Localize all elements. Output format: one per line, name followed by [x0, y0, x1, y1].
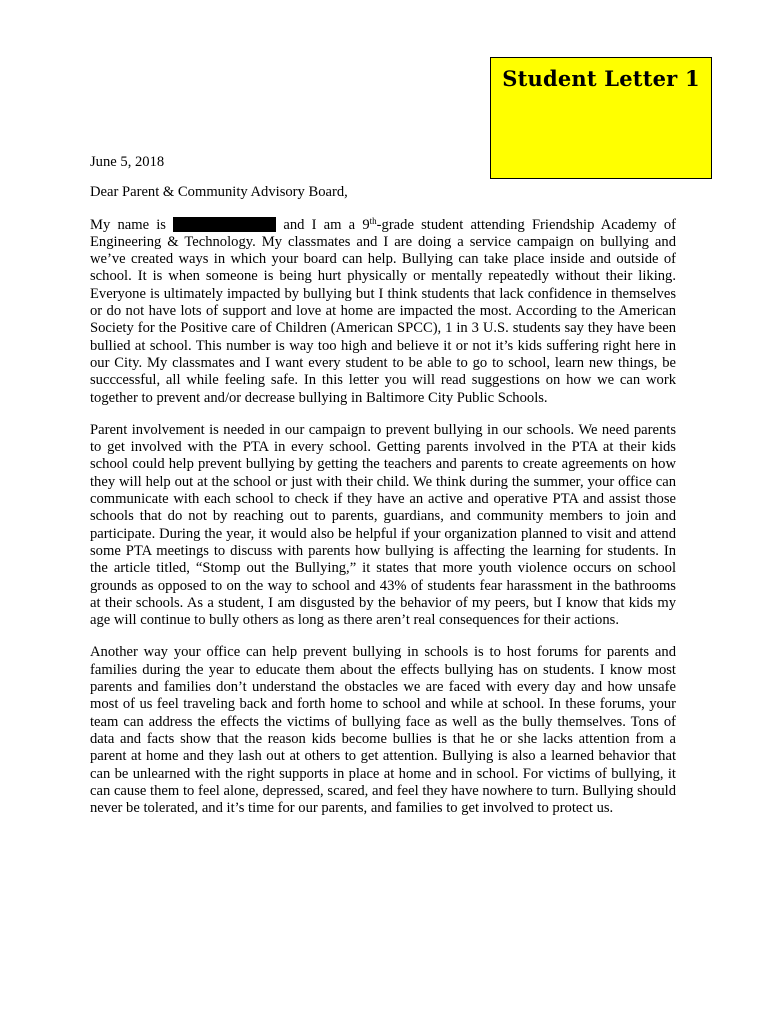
redacted-name	[173, 217, 276, 232]
letter-date: June 5, 2018	[90, 154, 165, 170]
student-letter-title: Student Letter 1	[502, 66, 700, 91]
letter-salutation: Dear Parent & Community Advisory Board,	[90, 184, 348, 201]
grade-superscript: th	[369, 215, 377, 226]
intro-rest: -grade student attending Friendship Academy of Engineering & Technology. My classmates and I are doing a service campaign on bullying and we’ve created ways in which your board can help. Bullying can take place inside and outside of school. It is when someone is being hurt physically or mentally repeatedly without their liking. Everyone is ultimately impacted by bullying but I think students that lack confidence in themselves or do not have lots of support and love at home are impacted the most. According to the American Society for the Positive care of Children (American SPCC), 1 in 3 U.S. students say they have been bullied at school. This number is way too high and believe it or not it’s kids suffering right here in our City. My classmates and I want every student to be able to go to school, learn new things, be succcessful, all while feeling safe. In this letter you will read suggestions on how we can work together to prevent and/or decrease bullying in Baltimore City Public Schools.	[90, 216, 677, 406]
letter-body	[90, 154, 676, 832]
paragraph-parent-involvement: Parent involvement is needed in our campaign to prevent bullying in our schools. We need parents to get involved with the PTA in every school. Getting parents involved in the PTA at their kids school could help prevent bullying by getting the teachers and parents to create agreements on how they will help out at the school or just with their child. We think during the summer, your office can communicate with each school to check if they have an active and operative PTA and assist those schools that do not by reaching out to parents, guardians, and community members to join and participate. During the year, it would also be helpful if your organization planned to visit and attend some PTA meetings to discuss with parents how bullying is affecting the learning for students. In the article titled, “Stomp out the Bullying,” it states that more youth violence occurs on school grounds as opposed to on the way to school and 43% of students fear harassment in the bathrooms at their schools. As a student, I am disgusted by the behavior of my peers, but I know that kids my age will continue to bully others as long as there aren’t real consequences for their actions.	[90, 421, 676, 629]
intro-prefix: My name is	[90, 216, 174, 233]
intro-grade-text: and I am a 9	[276, 216, 370, 233]
paragraph-introduction	[90, 217, 676, 407]
paragraph-forums: Another way your office can help prevent bullying in schools is to host forums for parents and families during the year to educate them about the effects bullying has on students. I know most parents and families don’t understand the obstacles we are faced with every day and how unsafe most of us feel traveling back and forth home to school and while at school. In these forums, your team can address the effects the victims of bullying face as well as the bully themselves. Tons of data and facts show that the reason kids become bullies is that he or she lacks attention from a parent at home and they lash out at others to get attention. Bullying is also a learned behavior that can be unlearned with the right supports in place at home and in school. For victims of bullying, it can cause them to feel alone, depressed, scared, and feel they have nowhere to turn. Bullying should never be tolerated, and it’s time for our parents, and families to get involved to protect us.	[90, 644, 676, 817]
